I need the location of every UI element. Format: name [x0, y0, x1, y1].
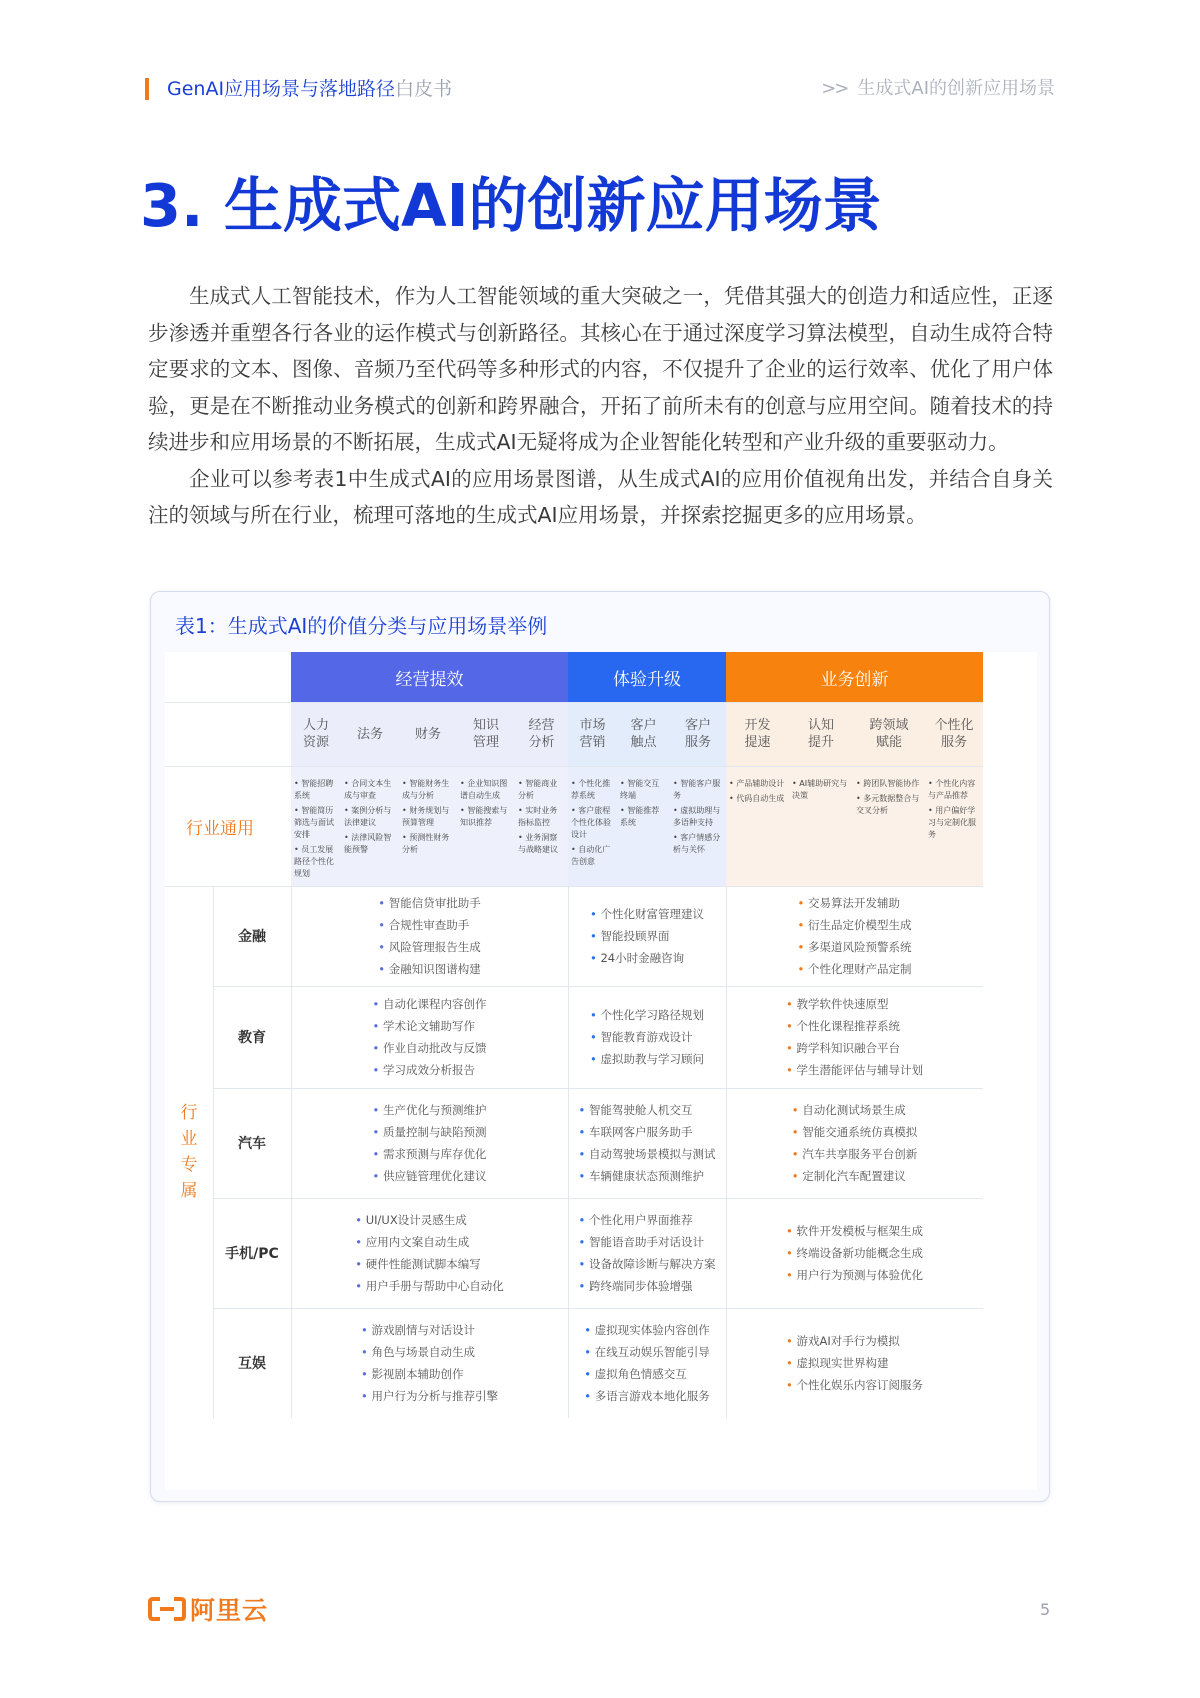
general-scenario-cell	[726, 766, 789, 886]
list-item: • 虚拟角色情感交互	[584, 1363, 709, 1385]
column-divider	[726, 886, 727, 1418]
list-item: • 在线互动娱乐智能引导	[584, 1341, 709, 1363]
scenario-item: • 员工发展路径个性化规划	[294, 845, 334, 878]
general-scenario-cell	[515, 766, 568, 886]
subcolumn-header: 法务	[341, 702, 399, 766]
list-item: • 影视剧本辅助创作	[361, 1363, 498, 1385]
row-divider	[213, 1088, 983, 1089]
list-item: • 个性化课程推荐系统	[786, 1015, 923, 1037]
general-scenario-cell	[925, 766, 983, 886]
scenario-item: • 业务洞察与战略建议	[518, 833, 558, 854]
scenario-item: • 客户情感分析与关怀	[673, 833, 721, 854]
exclusive-row-label: 行业专属	[180, 1103, 198, 1201]
subcolumn-header: 跨领域 赋能	[853, 702, 925, 766]
scenario-item: • 企业知识图谱自动生成	[460, 779, 508, 800]
list-item: • 角色与场景自动生成	[361, 1341, 498, 1363]
general-scenario-cell	[399, 766, 457, 886]
row-divider	[213, 1198, 983, 1199]
scenario-item: • 智能财务生成与分析	[402, 779, 450, 800]
list-item: • 自动化测试场景生成	[792, 1099, 917, 1121]
list-item: • 供应链管理优化建议	[373, 1165, 487, 1187]
row-divider	[213, 1308, 983, 1309]
subcolumn-header: 客户 触点	[617, 702, 670, 766]
scenario-item: • 案例分析与法律建议	[344, 806, 392, 827]
group-header: 经营提效	[291, 652, 568, 702]
general-scenario-cell	[853, 766, 925, 886]
list-item: • 作业自动批改与反馈	[373, 1037, 487, 1059]
industry-name: 教育	[238, 1030, 266, 1046]
row-divider	[165, 702, 983, 703]
general-scenario-cell	[670, 766, 726, 886]
scenario-item: • 用户偏好学习与定制化服务	[928, 806, 976, 839]
group-header: 体验升级	[568, 652, 726, 702]
scenario-table	[165, 652, 1037, 1490]
list-item: • 车辆健康状态预测维护	[579, 1165, 716, 1187]
industry-scenario-cell	[291, 1088, 568, 1198]
column-divider	[291, 886, 292, 1418]
aliyun-logo	[148, 1594, 268, 1624]
industry-scenario-cell	[726, 1308, 983, 1418]
scenario-item: • 智能搜索与知识推荐	[460, 806, 508, 827]
list-item: • 多渠道风险预警系统	[798, 936, 912, 958]
list-item: • 用户手册与帮助中心自动化	[355, 1275, 503, 1297]
industry-scenario-cell	[726, 986, 983, 1088]
list-item: • 教学软件快速原型	[786, 993, 923, 1015]
general-scenario-cell	[789, 766, 853, 886]
list-item: • 智能语音助手对话设计	[579, 1231, 716, 1253]
scenario-list	[378, 892, 480, 980]
subcolumn-header: 人力 资源	[291, 702, 341, 766]
scenario-item: • 智能客户服务	[673, 779, 721, 800]
list-item: • 软件开发模板与框架生成	[786, 1220, 923, 1242]
list-item: • 生产优化与预测维护	[373, 1099, 487, 1121]
industry-scenario-cell	[726, 1198, 983, 1308]
header-title-suffix: 白皮书	[395, 78, 453, 100]
scenario-list	[355, 1209, 503, 1297]
industry-scenario-cell	[568, 886, 726, 986]
paragraph: 企业可以参考表1中生成式AI的应用场景图谱，从生成式AI的应用价值视角出发，并结合自身关注的领域与所在行业，梳理可落地的生成式AI应用场景，并探索挖掘更多的应用场景。	[148, 466, 1053, 527]
industry-scenario-cell	[726, 886, 983, 986]
industry-name: 汽车	[238, 1136, 266, 1152]
scenario-list	[792, 1099, 917, 1187]
exclusive-label-cell	[165, 886, 213, 1418]
column-divider	[213, 886, 214, 1418]
row-divider	[165, 886, 983, 887]
paragraph: 生成式人工智能技术，作为人工智能领域的重大突破之一，凭借其强大的创造力和适应性，正逐步渗透并重塑各行各业的运作模式与创新路径。其核心在于通过深度学习算法模型，自动生成符合特定要求的文本、图像、音频乃至代码等多种形式的内容，不仅提升了企业的运行效率、优化了用户体验，更是在不断推动业务模式的创新和跨界融合，开拓了前所未有的创意与应用空间。随着技术的持续进步和应用场景的不断拓展，生成式AI无疑将成为企业智能化转型和产业升级的重要驱动力。	[148, 284, 1053, 454]
list-item: • 终端设备新功能概念生成	[786, 1242, 923, 1264]
list-item: • 个性化娱乐内容订阅服务	[786, 1374, 923, 1396]
list-item: • 学习成效分析报告	[373, 1059, 487, 1081]
general-scenario-cell	[617, 766, 670, 886]
scenario-list	[361, 1319, 498, 1407]
body-text	[148, 278, 1053, 534]
list-item: • 应用内文案自动生成	[355, 1231, 503, 1253]
list-item: • 游戏剧情与对话设计	[361, 1319, 498, 1341]
subcolumn-header: 知识 管理	[457, 702, 515, 766]
scenario-item: • 智能交互终端	[620, 779, 660, 800]
scenario-item: • 实时业务指标监控	[518, 806, 558, 827]
list-item: • 智能投顾界面	[590, 925, 704, 947]
industry-scenario-cell	[568, 1198, 726, 1308]
industry-name: 手机/PC	[225, 1246, 279, 1262]
row-divider	[213, 986, 983, 987]
scenario-item: • 智能招聘系统	[294, 779, 334, 800]
list-item: • 用户行为分析与推荐引擎	[361, 1385, 498, 1407]
scenario-item: • 个性化推荐系统	[571, 779, 611, 800]
list-item: • 虚拟现实世界构建	[786, 1352, 923, 1374]
list-item: • 设备故障诊断与解决方案	[579, 1253, 716, 1275]
scenario-item: • 智能简历筛选与面试安排	[294, 806, 334, 839]
list-item: • 车联网客户服务助手	[579, 1121, 716, 1143]
list-item: • 个性化用户界面推荐	[579, 1209, 716, 1231]
list-item: • 风险管理报告生成	[378, 936, 480, 958]
aliyun-logo-icon	[148, 1596, 186, 1622]
list-item: • 智能信贷审批助手	[378, 892, 480, 914]
column-divider	[568, 886, 569, 1418]
scenario-list	[579, 1209, 716, 1297]
header-section	[821, 76, 1055, 102]
table-card	[150, 591, 1050, 1502]
scenario-list	[579, 1099, 716, 1187]
table-caption: 表1：生成式AI的价值分类与应用场景举例	[175, 614, 548, 638]
list-item: • 跨终端同步体验增强	[579, 1275, 716, 1297]
scenario-list	[373, 1099, 487, 1187]
scenario-item: • 多元数据整合与交叉分析	[856, 794, 920, 815]
scenario-item: • 智能商业分析	[518, 779, 558, 800]
list-item: • 虚拟助教与学习顾问	[590, 1048, 704, 1070]
industry-scenario-cell	[568, 1088, 726, 1198]
list-item: • 多语言游戏本地化服务	[584, 1385, 709, 1407]
list-item: • 交易算法开发辅助	[798, 892, 912, 914]
header-title	[167, 76, 452, 102]
scenario-item: • 预测性财务分析	[402, 833, 450, 854]
general-scenario-cell	[341, 766, 399, 886]
scenario-item: • 合同文本生成与审查	[344, 779, 392, 800]
scenario-item: • 自动化广告创意	[571, 845, 611, 866]
industry-scenario-cell	[291, 986, 568, 1088]
page-number: 5	[1040, 1600, 1051, 1619]
subcolumn-header: 财务	[399, 702, 457, 766]
scenario-list	[798, 892, 912, 980]
scenario-item: • 代码自动生成	[729, 794, 785, 803]
industry-scenario-cell	[568, 1308, 726, 1418]
header-accent-bar	[145, 78, 149, 100]
industry-scenario-cell	[291, 1198, 568, 1308]
list-item: • 虚拟现实体验内容创作	[584, 1319, 709, 1341]
subcolumn-header: 个性化 服务	[925, 702, 983, 766]
scenario-item: • 个性化内容与产品推荐	[928, 779, 976, 800]
header-title-main: GenAI应用场景与落地路径	[167, 78, 396, 100]
scenario-item: • 法律风险智能预警	[344, 833, 392, 854]
list-item: • 学术论文辅助写作	[373, 1015, 487, 1037]
scenario-list	[786, 1220, 923, 1286]
page-header	[145, 76, 1055, 102]
chevron-right-icon: >>	[821, 78, 848, 99]
list-item: • 衍生品定价模型生成	[798, 914, 912, 936]
scenario-item: • 财务规划与预算管理	[402, 806, 450, 827]
list-item: • 定制化汽车配置建议	[792, 1165, 917, 1187]
scenario-item: • 智能推荐系统	[620, 806, 660, 827]
general-scenario-cell	[291, 766, 341, 886]
row-divider	[165, 766, 983, 767]
scenario-item: • 产品辅助设计	[729, 779, 785, 788]
industry-scenario-cell	[291, 886, 568, 986]
list-item: • 跨学科知识融合平台	[786, 1037, 923, 1059]
list-item: • 用户行为预测与体验优化	[786, 1264, 923, 1286]
group-header: 业务创新	[726, 652, 983, 702]
list-item: • 智能驾驶舱人机交互	[579, 1099, 716, 1121]
scenario-list	[584, 1319, 709, 1407]
general-scenario-cell	[457, 766, 515, 886]
page-title: 3. 生成式AI的创新应用场景	[140, 171, 882, 240]
industry-name: 金融	[238, 929, 266, 945]
general-scenario-cell	[568, 766, 617, 886]
list-item: • 学生潜能评估与辅导计划	[786, 1059, 923, 1081]
logo-text: 阿里云	[190, 1596, 269, 1625]
scenario-list	[590, 1004, 704, 1070]
list-item: • 个性化学习路径规划	[590, 1004, 704, 1026]
scenario-item: • 客户旅程个性化体验设计	[571, 806, 611, 839]
list-item: • 需求预测与库存优化	[373, 1143, 487, 1165]
scenario-list	[786, 993, 923, 1081]
list-item: • 智能交通系统仿真模拟	[792, 1121, 917, 1143]
list-item: • 游戏AI对手行为模拟	[786, 1330, 923, 1352]
list-item: • 个性化理财产品定制	[798, 958, 912, 980]
list-item: • UI/UX设计灵感生成	[355, 1209, 503, 1231]
header-section-label: 生成式AI的创新应用场景	[857, 78, 1055, 99]
scenario-list	[590, 903, 704, 969]
list-item: • 智能教育游戏设计	[590, 1026, 704, 1048]
scenario-item: • 虚拟助理与多语种支持	[673, 806, 721, 827]
subcolumn-header: 经营 分析	[515, 702, 568, 766]
subcolumn-header: 市场 营销	[568, 702, 617, 766]
industry-scenario-cell	[726, 1088, 983, 1198]
scenario-list	[786, 1330, 923, 1396]
list-item: • 质量控制与缺陷预测	[373, 1121, 487, 1143]
industry-scenario-cell	[568, 986, 726, 1088]
scenario-list	[373, 993, 487, 1081]
scenario-item: • AI辅助研究与决策	[792, 779, 848, 800]
list-item: • 24小时金融咨询	[590, 947, 704, 969]
list-item: • 自动化课程内容创作	[373, 993, 487, 1015]
industry-name: 互娱	[238, 1356, 266, 1372]
list-item: • 合规性审查助手	[378, 914, 480, 936]
list-item: • 汽车共享服务平台创新	[792, 1143, 917, 1165]
subcolumn-header: 客户 服务	[670, 702, 726, 766]
list-item: • 金融知识图谱构建	[378, 958, 480, 980]
list-item: • 自动驾驶场景模拟与测试	[579, 1143, 716, 1165]
list-item: • 个性化财富管理建议	[590, 903, 704, 925]
general-row-label: 行业通用	[165, 766, 275, 886]
subcolumn-header: 认知 提升	[789, 702, 853, 766]
scenario-item: • 跨团队智能协作	[856, 779, 920, 788]
industry-scenario-cell	[291, 1308, 568, 1418]
list-item: • 硬件性能测试脚本编写	[355, 1253, 503, 1275]
subcolumn-header: 开发 提速	[726, 702, 789, 766]
